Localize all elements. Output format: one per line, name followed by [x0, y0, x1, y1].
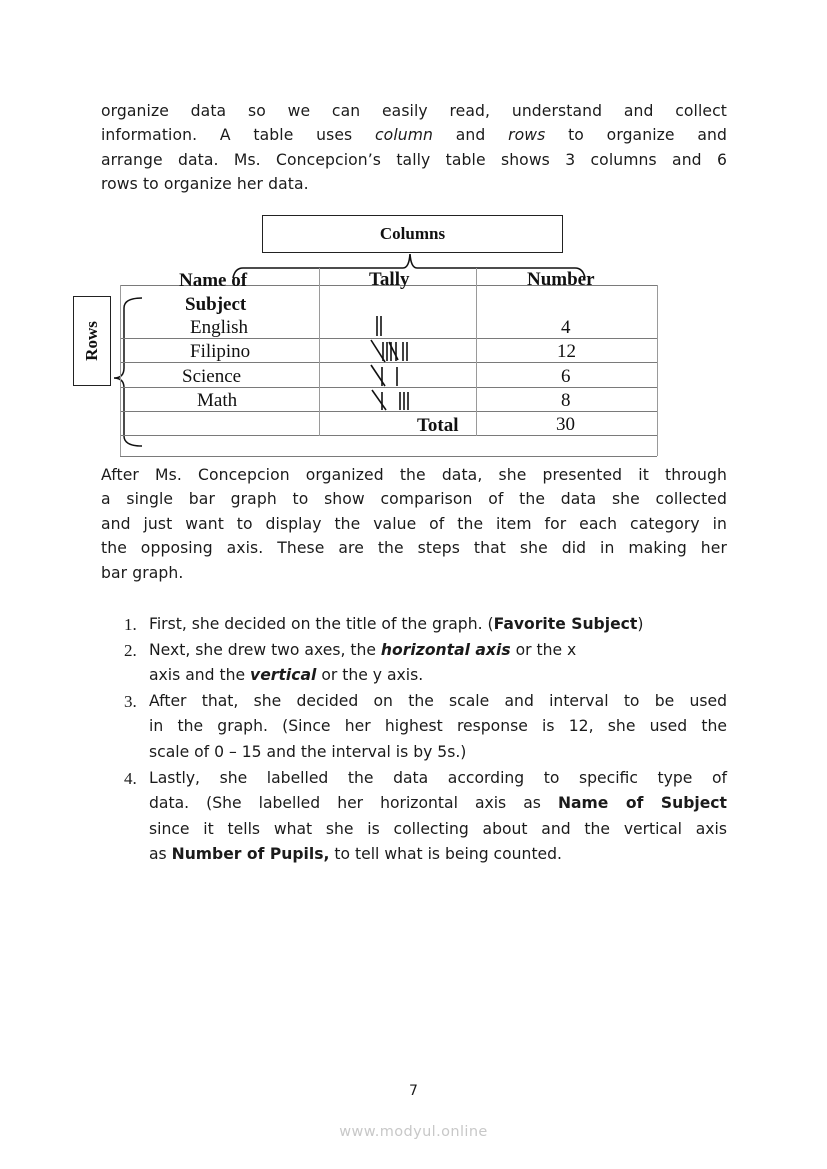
number-math: 8: [561, 390, 571, 411]
step-1: 1. First, she decided on the title of the graph. (Favorite Subject): [124, 612, 727, 638]
text-line: organize data so we can easily read, understand and collect: [101, 102, 727, 120]
subject-science: Science: [182, 366, 242, 387]
text-line: arrange data. Ms. Concepcion’s tally table shows 3 columns and 6: [101, 150, 727, 169]
step-number: 1.: [124, 615, 137, 634]
text-line: a single bar graph to show comparison of the data she collected: [101, 490, 727, 509]
rows-brace-icon: [110, 294, 150, 452]
table-line: [476, 268, 477, 436]
columns-label: Columns: [379, 224, 446, 243]
step-number: 3.: [124, 691, 137, 711]
step-number: 4.: [124, 768, 137, 788]
intro-paragraph: [101, 99, 727, 197]
rows-label: Rows: [82, 321, 102, 361]
watermark: www.modyul.online: [339, 1124, 488, 1140]
table-line: [120, 285, 121, 456]
text-line: and just want to display the value of the item for each category in: [101, 514, 727, 533]
total-label: Total: [417, 415, 459, 436]
columns-label-box: [262, 215, 563, 253]
total-value: 30: [556, 414, 575, 435]
steps-list: [124, 612, 727, 868]
text-line: After Ms. Concepcion organized the data, she presented it through: [101, 466, 727, 484]
page-number: 7: [409, 1083, 418, 1099]
text-line: the opposing axis. These are the steps that she did in making her: [101, 539, 727, 558]
number-science: 6: [561, 366, 571, 387]
text-line: bar graph.: [101, 563, 184, 582]
table-line: [657, 285, 658, 456]
step-4: 4. Lastly, she labelled the data according to specific type of data. (She labelled her horizontal axis as Name of Subject since it tells what she is collecting about and the vertical axis as Number of Pupils, to tell what is being counted.: [124, 766, 727, 868]
text-line: information. A table uses column and rows to organize and: [101, 126, 727, 145]
table-line: [120, 456, 657, 457]
subject-filipino: Filipino: [190, 341, 251, 362]
table-line: [120, 435, 657, 436]
tally-marks-icon: [370, 312, 440, 412]
rows-label-box: [73, 296, 111, 386]
header-name-of-subject-2: Subject: [185, 294, 247, 315]
number-english: 4: [561, 317, 571, 338]
header-tally: Tally: [369, 269, 410, 290]
step-2: 2. Next, she drew two axes, the horizontal axis or the x axis and the vertical or the y axis.: [124, 638, 727, 689]
text-line: rows to organize her data.: [101, 175, 309, 194]
subject-math: Math: [197, 390, 238, 411]
number-filipino: 12: [557, 341, 576, 362]
table-line: [319, 268, 320, 436]
after-paragraph: [101, 463, 727, 585]
step-3: 3. After that, she decided on the scale and interval to be used in the graph. (Since her highest response is 12, she used the scale of 0 – 15 and the interval is by 5s.): [124, 689, 727, 766]
header-number: Number: [527, 269, 595, 290]
subject-english: English: [190, 317, 249, 338]
header-name-of-subject: Name of: [179, 270, 248, 291]
step-number: 2.: [124, 640, 137, 660]
